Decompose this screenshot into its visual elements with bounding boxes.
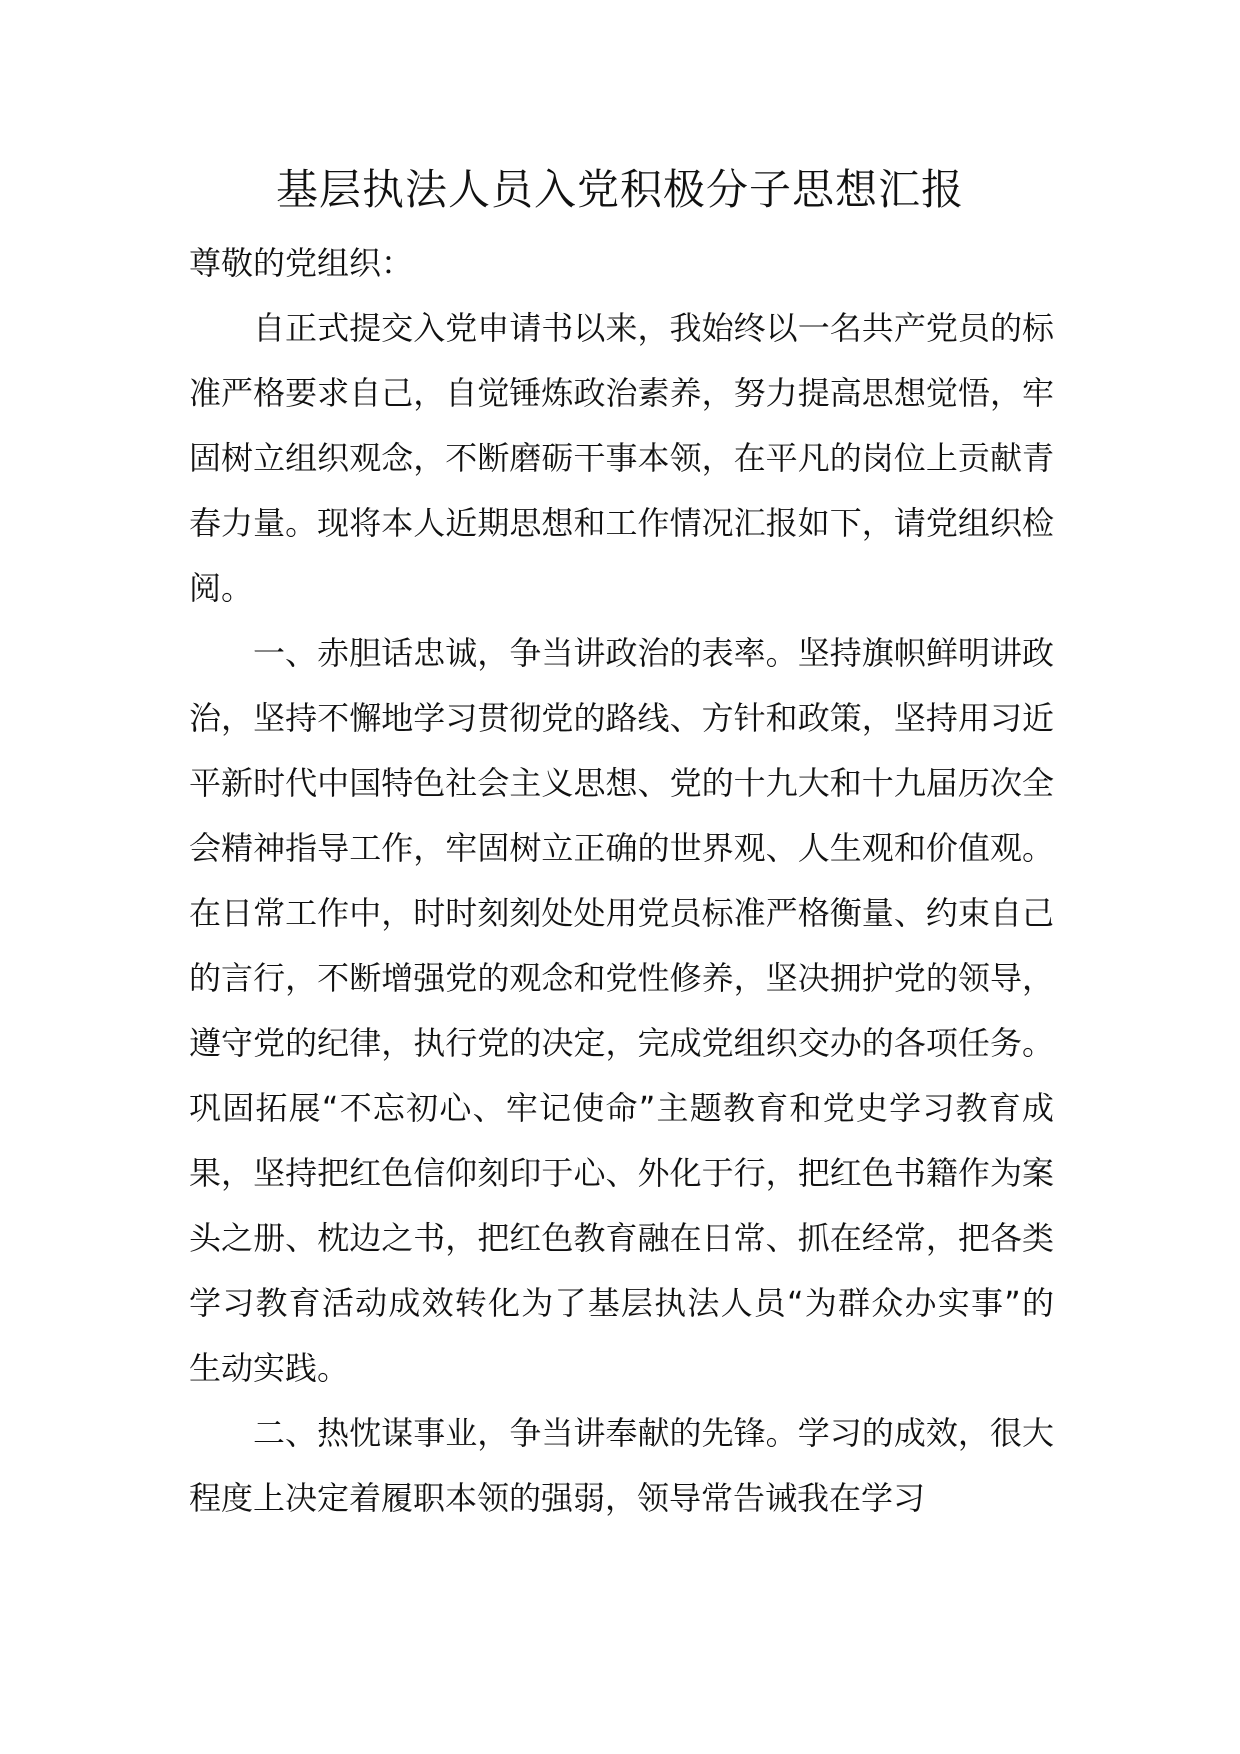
document-body — [189, 231, 1054, 1531]
salutation: 尊敬的党组织： — [189, 244, 414, 282]
paragraph-section-two: 二、热忱谋事业，争当讲奉献的先锋。学习的成效，很大程度上决定着履职本领的强弱，领导常告诫我在学习 — [189, 1414, 1054, 1517]
paragraph-section-one: 一、赤胆话忠诚，争当讲政治的表率。坚持旗帜鲜明讲政治，坚持不懈地学习贯彻党的路线、方针和政策，坚持用习近平新时代中国特色社会主义思想、党的十九大和十九届历次全会精神指导工作，牢固树立正确的世界观、人生观和价值观。在日常工作中，时时刻刻处处用党员标准严格衡量、约束自己的言行，不断增强党的观念和党性修养，坚决拥护党的领导，遵守党的纪律，执行党的决定，完成党组织交办的各项任务。巩固拓展“不忘初心、牢记使命”主题教育和党史学习教育成果，坚持把红色信仰刻印于心、外化于行，把红色书籍作为案头之册、枕边之书，把红色教育融在日常、抓在经常，把各类学习教育活动成效转化为了基层执法人员“为群众办实事”的生动实践。 — [189, 634, 1054, 1387]
document-title: 基层执法人员入党积极分子思想汇报 — [275, 165, 964, 214]
paragraph-intro: 自正式提交入党申请书以来，我始终以一名共产党员的标准严格要求自己，自觉锤炼政治素养，努力提高思想觉悟，牢固树立组织观念，不断磨砺干事本领，在平凡的岗位上贡献青春力量。现将本人近期思想和工作情况汇报如下，请党组织检阅。 — [189, 309, 1054, 607]
